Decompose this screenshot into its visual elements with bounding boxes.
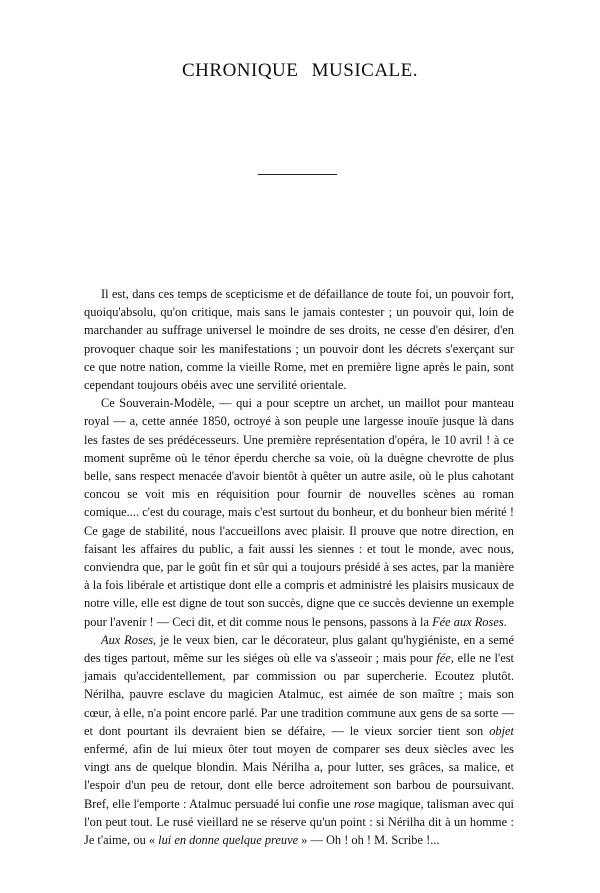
paragraph-2 (84, 394, 514, 631)
paragraph-3 (84, 631, 514, 849)
article-body (84, 285, 514, 849)
quote-emphasis: lui en donne quelque preuve (158, 833, 299, 848)
paragraph-2-text: Ce Souverain-Modèle, — qui a pour sceptre un archet, un maillot pour manteau royal — a, cette année 1850, octroyé à son peuple une largesse inouïe jusque là dans les fastes de ses prédécesseurs. Une première représentation d'opéra, le 10 avril ! à ce moment suprême où le ténor éperdu cherche sa voie, où la duègne chevrotte de plus belle, sans respect menacée d'avoir bientôt à quêter un autre asile, où le plus cahotant concou se voit mis en réquisition pour fournir de nouvelles scènes au roman comique.... c'est du courage, mais c'est surtout du bonheur, et du bonheur bien mérité ! Ce gage de stabilité, nous l'accueillons avec plaisir. Il prouve que notre direction, en faisant les affaires du public, a fait aussi les siennes : et tout le monde, avec nous, conviendra que, par le goût fin et sûr qui a toujours présidé à ses actes, par la manière à la fois libérale et artistique dont elle a compris et administré les plaisirs musicaux de notre ville, elle est digne de tout son succès, digne que ce succès devienne un exemple pour l'avenir ! — Ceci dit, et dit comme nous le pensons, passons à la (84, 396, 514, 629)
paragraph-3-text-a: , je le veux bien, car le décorateur, plus galant qu'hygiéniste, en a semé des tiges partout, même sur les siéges où elle va s'asseoir ; mais pour (84, 632, 514, 666)
aux-roses-emphasis: Aux Roses (101, 632, 154, 647)
rose-emphasis: rose (353, 796, 375, 811)
paragraph-3-text-c: enfermé, afin de lui mieux ôter tout moyen de comparer ses deux siècles avec les vingt ans de quelque blondin. Mais Nérilha a, pour lutter, ses grâces, sa malice, et l'espoir d'un peu de retour, dont elle berce adroitement son barbou de poursuivant. Bref, elle l'emporte : Atalmuc persuadé lui confie une (84, 742, 514, 811)
fee-emphasis: fée (436, 651, 451, 666)
title-divider (258, 174, 337, 175)
paragraph-2-end: . (503, 614, 507, 629)
page-title: CHRONIQUE MUSICALE. (182, 60, 418, 81)
opera-title: Fée aux Roses (432, 614, 504, 629)
paragraph-3-text-b: , elle ne l'est jamais qu'accidentellement, par commission ou par supercherie. Ecoutez plutôt. Nérilha, pauvre esclave du magicien Atalmuc, est aimée de son maître ; mais son cœur, à elle, n'a point encore parlé. Par une tradition commune aux gens de sa sorte — et dont pourtant ils devraient bien se défaire, — le vieux sorcier tient son (84, 651, 514, 738)
paragraph-3-text-d: magique, talisman avec qui l'on peut tout. Le rusé vieillard ne se réserve qu'un point : si Nérilha dit à un homme : Je t'aime, ou « (84, 796, 514, 848)
paragraph-3-text-e: » — Oh ! oh ! M. Scribe !... (298, 833, 440, 848)
objet-emphasis: objet (489, 723, 514, 738)
paragraph-1: Il est, dans ces temps de scepticisme et de défaillance de toute foi, un pouvoir fort, quoiqu'absolu, qu'on critique, mais sans le jamais contester ; un pouvoir qui, loin de marchander au suffrage universel le moindre de ses droits, ne cesse d'en désirer, d'en provoquer chaque soir les manifestations ; un pouvoir dont les décrets s'exerçant sur ce que notre nation, comme la vieille Rome, met en première ligne après le pain, sont cependant toujours obéis avec une servilité orientale. (84, 287, 514, 393)
